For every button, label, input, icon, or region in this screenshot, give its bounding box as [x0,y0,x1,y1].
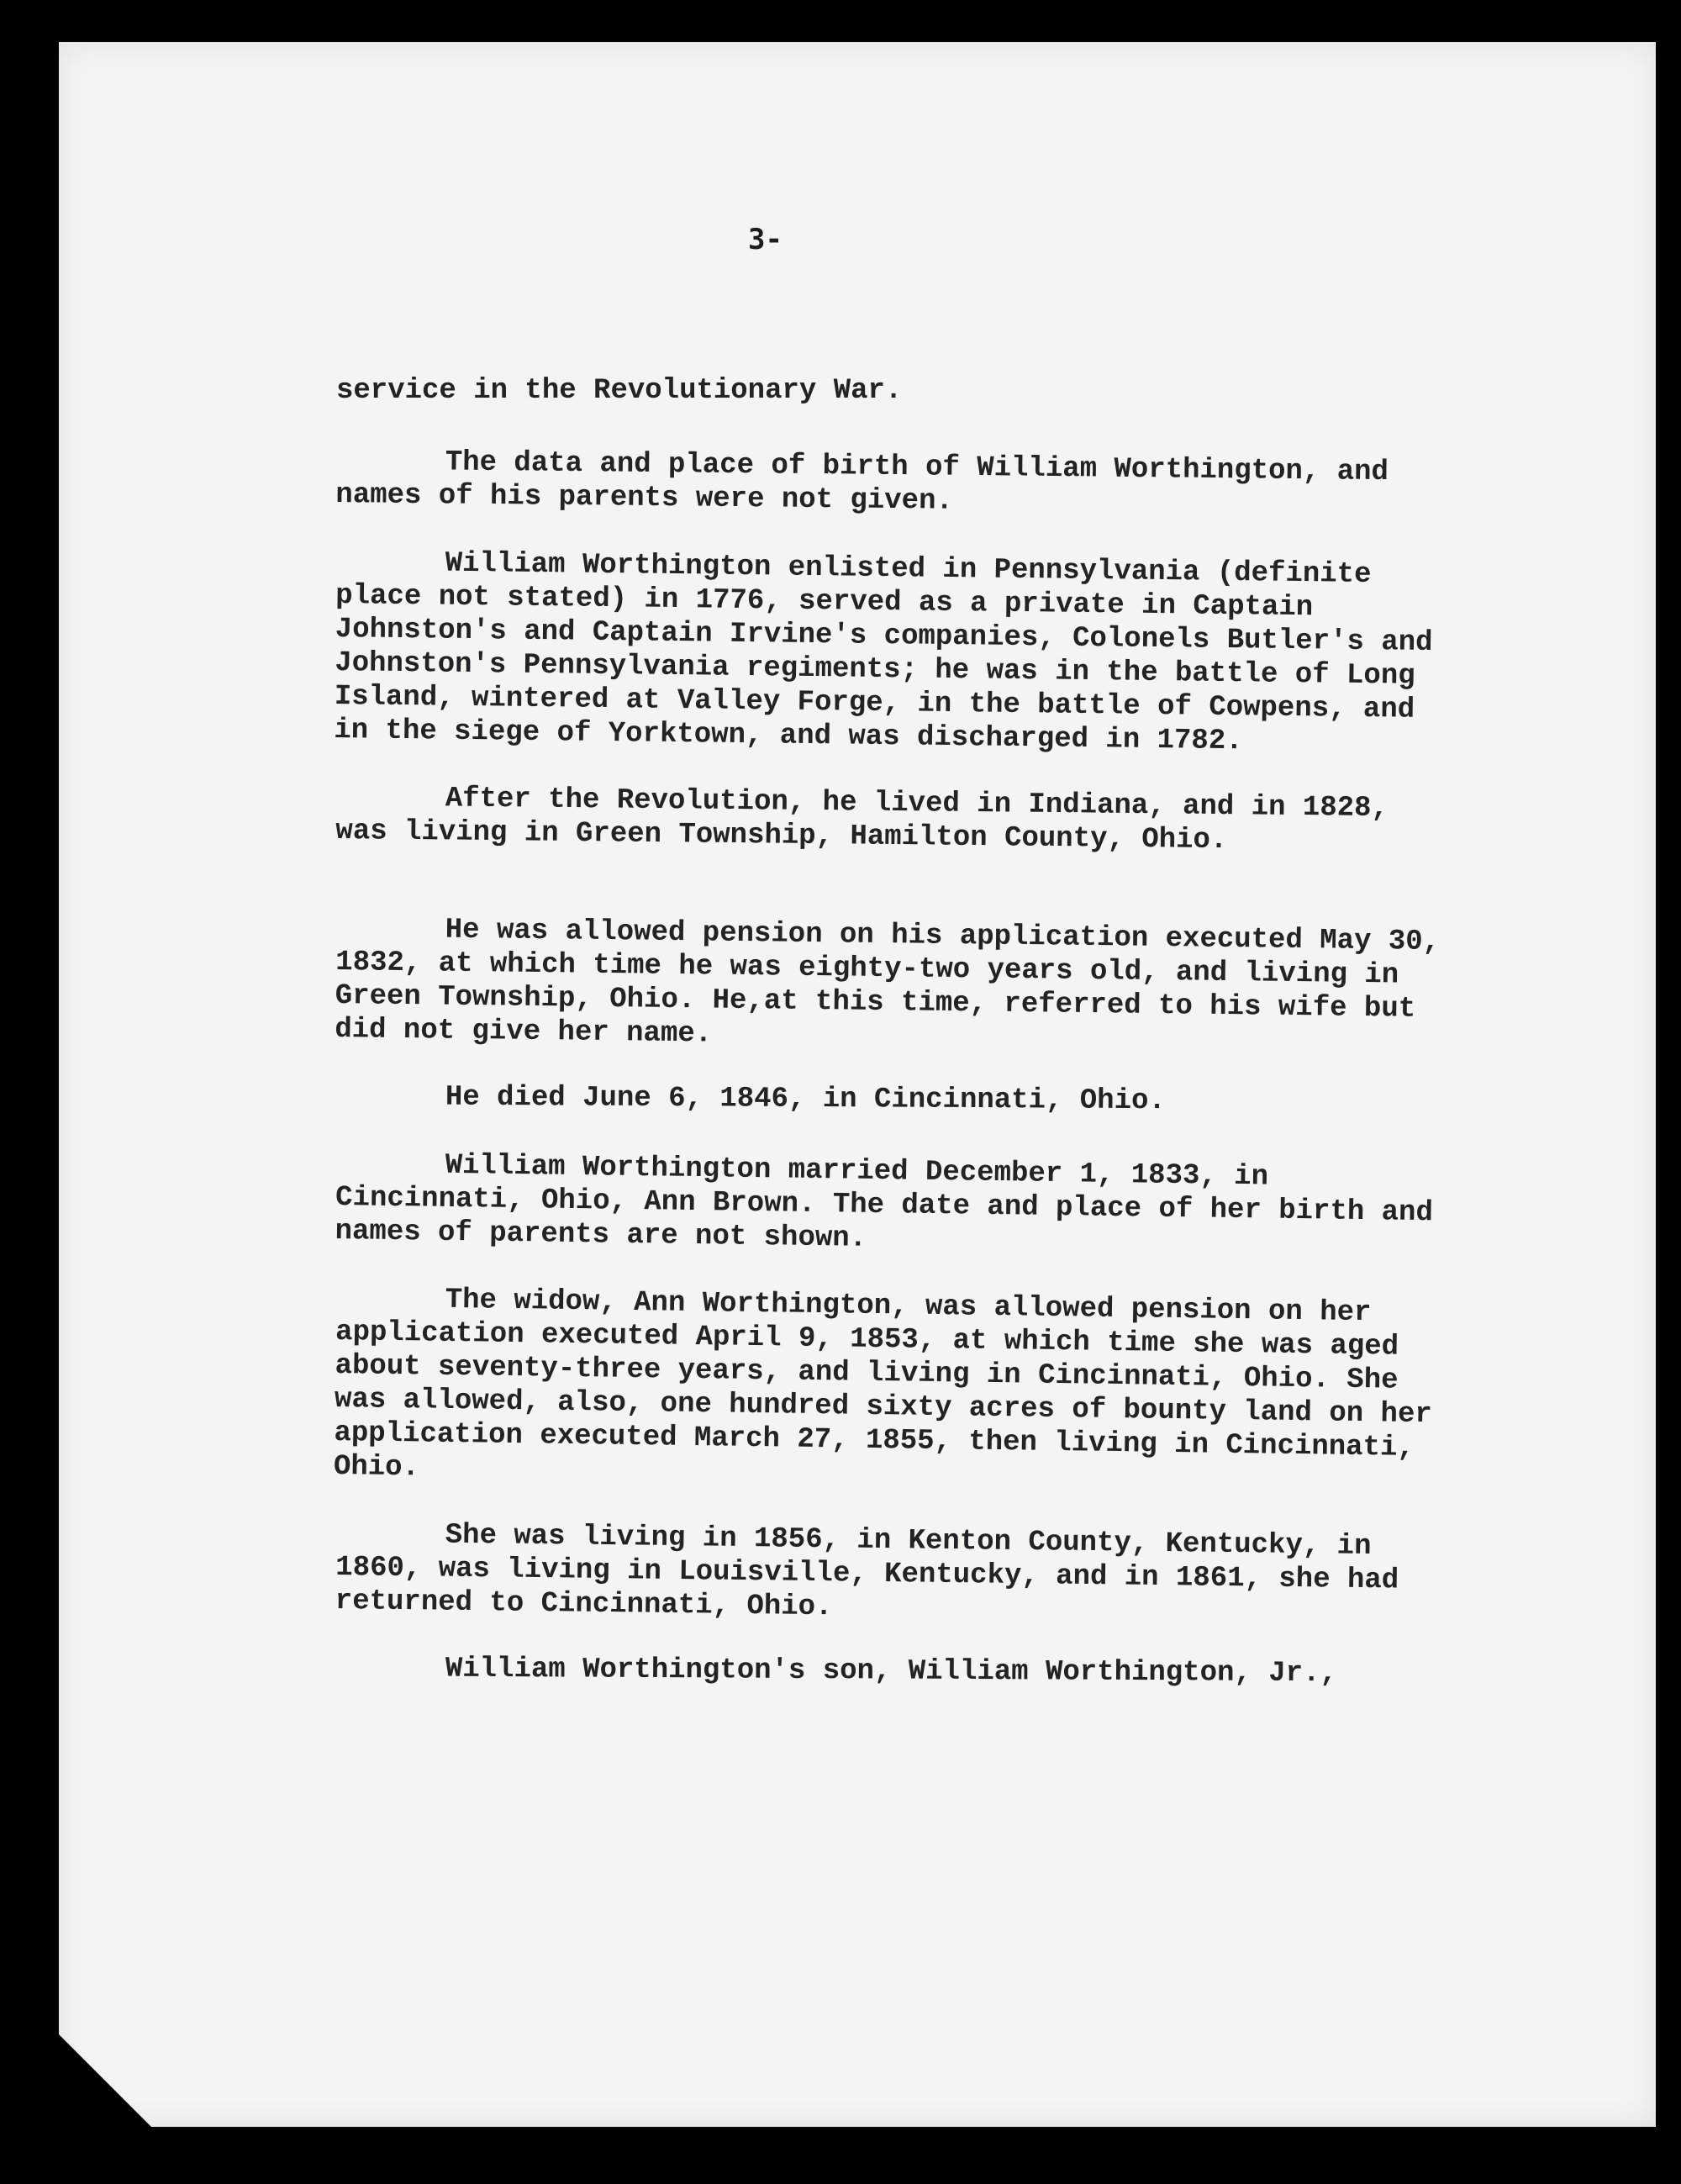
paragraph-3: William Worthington enlisted in Pennsylvania (definite place not stated) in 1776, served as a private in Captain Johnston's and Captain Irvine's companies, Colonels Butler's and Johnston's Pennsylvania regiments; he was in the battle of Long Island, wintered at Valley Forge, in the battle of Cowpens, and in the siege of Yorktown, and was discharged in 1782. [334,547,1433,758]
paragraph-4: After the Revolution, he lived in Indiana, and in 1828, was living in Green Township, Hamilton County, Ohio. [335,783,1389,857]
document-body [333,374,1446,1719]
paragraph-5: He was allowed pension on his application executed May 30, 1832, at which time he was eighty-two years old, and living in Green Township, Ohio. He,at this time, referred to his wife but did not give her name. [335,914,1441,1051]
page-number: 3- [748,223,783,256]
paragraph-7: William Worthington married December 1, 1833, in Cincinnati, Ohio, Ann Brown. The date and place of her birth and names of parents are not shown. [335,1149,1434,1255]
paragraph-2: The data and place of birth of William Worthington, and names of his parents were not given. [335,446,1389,518]
paragraph-8: The widow, Ann Worthington, was allowed pension on her application executed April 9, 1853, at which time she was aged about seventy-three years, and living in Cincinnati, Ohio. She was allowed, also, one hundred sixty acres of bounty land on her application executed March 27, 1855, then living in Cincinnati, Ohio. [333,1284,1432,1485]
paragraph-1: service in the Revolutionary War. [336,375,903,407]
paragraph-9: She was living in 1856, in Kenton County, Kentucky, in 1860, was living in Louisville, Kentucky, and in 1861, she had returned to Cincinnati, Ohio. [335,1519,1399,1624]
paragraph-10: William Worthington's son, William Worthington, Jr., [445,1653,1337,1691]
paragraph-6: He died June 6, 1846, in Cincinnati, Ohio. [445,1081,1166,1118]
